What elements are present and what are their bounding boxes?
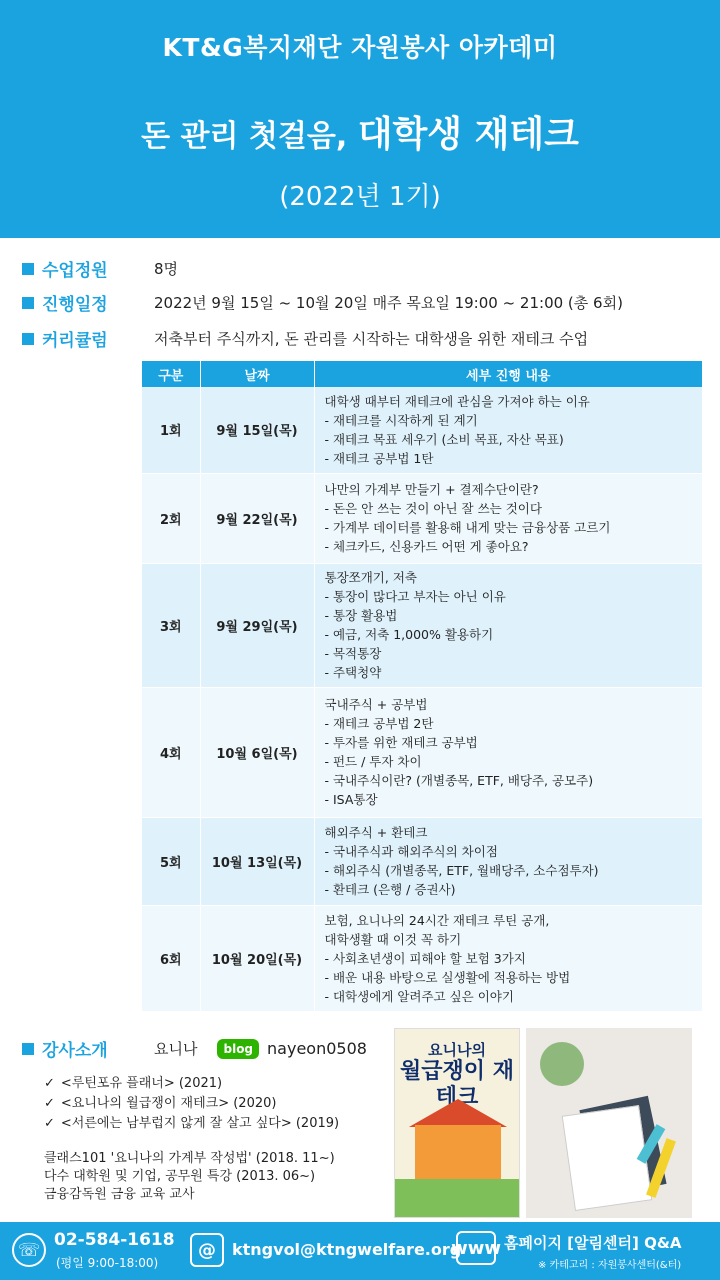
detail-line: 통장쪼개기, 저축 [324, 570, 417, 585]
info-schedule [22, 290, 623, 315]
instructor-label: 강사소개 [42, 1041, 108, 1061]
org-title: KT&G복지재단 자원봉사 아카데미 [162, 33, 558, 62]
detail-line: 국내주식 + 공부법 [324, 697, 428, 712]
detail-line: 해외주식 + 환테크 [324, 825, 428, 840]
course-period: (2022년 1기) [279, 182, 441, 212]
header-cell-detail: 세부 진행 내용 [314, 361, 702, 387]
session-no: 1회 [142, 387, 200, 473]
course-title-part2: 대학생 재테크 [357, 114, 579, 155]
check-icon: ✓ [44, 1096, 55, 1111]
instructor-row [22, 1036, 367, 1061]
detail-line: - 재테크 목표 세우기 (소비 목표, 자산 목표) [324, 431, 564, 447]
detail-line: - 대학생에게 알려주고 싶은 이야기 [324, 988, 514, 1004]
detail-line: - 국내주식과 해외주식의 차이점 [324, 844, 498, 859]
detail-line: - 재테크를 시작하게 된 계기 [324, 412, 478, 428]
book-title: <서른에는 남부럽지 않게 잘 살고 싶다> (2019) [60, 1116, 340, 1131]
list-item: 클래스101 '요니나의 가계부 작성법' (2018. 11~) [44, 1151, 335, 1166]
session-detail [314, 905, 702, 1011]
session-date: 9월 22일(목) [200, 473, 314, 563]
session-no: 4회 [142, 687, 200, 817]
schedule-table [142, 361, 702, 1012]
detail-line: - 사회초년생이 피해야 할 보험 3가지 [324, 950, 526, 966]
detail-line: - 재테크 공부법 1탄 [324, 450, 434, 466]
www-icon: www [456, 1231, 496, 1265]
table-header-row [142, 361, 702, 387]
blog-id[interactable]: nayeon0508 [267, 1039, 367, 1058]
footer-bar [0, 1222, 720, 1280]
ground-shape [395, 1179, 519, 1217]
info-label: 진행일정 [42, 295, 108, 315]
session-detail [314, 387, 702, 473]
session-detail [314, 817, 702, 905]
session-date: 10월 13일(목) [200, 817, 314, 905]
table-row [142, 563, 702, 687]
detail-line: - 환테크 (은행 / 증권사) [324, 882, 456, 897]
phone-number[interactable]: 02-584-1618 [54, 1230, 175, 1250]
detail-line: 보험, 요니나의 24시간 재테크 루틴 공개, [324, 912, 550, 928]
info-value: 저축부터 주식까지, 돈 관리를 시작하는 대학생을 위한 재테크 수업 [154, 330, 589, 348]
check-icon: ✓ [44, 1076, 55, 1091]
book-title: <요니나의 월급쟁이 재테크> (2020) [60, 1096, 277, 1111]
mail-icon: @ [190, 1233, 224, 1267]
header-cell-no: 구분 [142, 361, 200, 387]
info-label: 커리큘럼 [42, 331, 108, 351]
info-curriculum [22, 326, 588, 351]
header-banner [0, 0, 720, 238]
course-title-part1: 돈 관리 첫걸음, [141, 119, 348, 154]
book-list [44, 1074, 339, 1134]
list-item: 금융감독원 금융 교육 교사 [44, 1187, 195, 1202]
detail-line: - ISA통장 [324, 792, 378, 807]
detail-line: - 재테크 공부법 2탄 [324, 716, 434, 731]
instructor-name: 요니나 [154, 1040, 198, 1058]
detail-line: - 통장 활용법 [324, 608, 398, 623]
table-row [142, 817, 702, 905]
session-date: 9월 29일(목) [200, 563, 314, 687]
check-icon: ✓ [44, 1116, 55, 1131]
detail-line: 나만의 가계부 만들기 + 결제수단이란? [324, 482, 539, 497]
session-detail [314, 563, 702, 687]
book-cover-image [394, 1028, 520, 1218]
planner-photo [526, 1028, 692, 1218]
course-title [0, 106, 720, 157]
book-title: <루틴포유 플래너> (2021) [60, 1076, 223, 1091]
homepage-link[interactable]: 홈페이지 [알림센터] Q&A [504, 1234, 682, 1252]
detail-line: 대학생활 때 이것 꼭 하기 [324, 931, 462, 947]
info-label: 수업정원 [42, 261, 108, 281]
table-row [142, 473, 702, 563]
session-detail [314, 473, 702, 563]
book-cover-title1: 요니나의 [428, 1041, 486, 1059]
session-date: 9월 15일(목) [200, 387, 314, 473]
detail-line: - 투자를 위한 재테크 공부법 [324, 735, 478, 750]
detail-line: - 돈은 안 쓰는 것이 아닌 잘 쓰는 것이다 [324, 501, 542, 516]
session-no: 2회 [142, 473, 200, 563]
session-no: 5회 [142, 817, 200, 905]
detail-line: - 예금, 저축 1,000% 활용하기 [324, 627, 494, 642]
detail-line: - 배운 내용 바탕으로 실생활에 적용하는 방법 [324, 969, 571, 985]
detail-line: - 가계부 데이터를 활용해 내게 맞는 금융상품 고르기 [324, 520, 611, 535]
list-item: 다수 대학원 및 기업, 공무원 특강 (2013. 06~) [44, 1169, 316, 1184]
session-no: 3회 [142, 563, 200, 687]
detail-line: - 통장이 많다고 부자는 아닌 이유 [324, 589, 506, 604]
detail-line: - 국내주식이란? (개별종목, ETF, 배당주, 공모주) [324, 773, 594, 788]
session-detail [314, 687, 702, 817]
detail-line: - 해외주식 (개별종목, ETF, 월배당주, 소수점투자) [324, 863, 599, 878]
table-row [142, 905, 702, 1011]
session-date: 10월 20일(목) [200, 905, 314, 1011]
email-link[interactable]: ktngvol@ktngwelfare.org [232, 1240, 462, 1259]
bullet-square-icon [22, 333, 34, 345]
info-value: 8명 [154, 260, 179, 278]
detail-line: - 체크카드, 신용카드 어떤 게 좋아요? [324, 539, 529, 554]
house-shape [415, 1125, 501, 1181]
category-note: ※ 카테고리 : 자원봉사센터(&터) [538, 1260, 682, 1271]
detail-line: - 펀드 / 투자 차이 [324, 754, 422, 769]
blog-icon[interactable]: blog [217, 1039, 259, 1059]
detail-line: - 목적통장 [324, 646, 382, 661]
bullet-square-icon [22, 263, 34, 275]
phone-icon: ☏ [12, 1233, 46, 1267]
list-item [44, 1094, 339, 1114]
book-cover-title2: 월급쟁이 재테크 [400, 1059, 514, 1110]
session-date: 10월 6일(목) [200, 687, 314, 817]
header-cell-date: 날짜 [200, 361, 314, 387]
info-value: 2022년 9월 15일 ~ 10월 20일 매주 목요일 19:00 ~ 21:00 (총 6회) [154, 294, 623, 312]
list-item [44, 1074, 339, 1094]
detail-line: 대학생 때부터 재테크에 관심을 가져야 하는 이유 [324, 393, 590, 409]
info-capacity [22, 256, 178, 281]
phone-hours: (평일 9:00-18:00) [56, 1256, 159, 1270]
house-roof-shape [409, 1099, 507, 1127]
career-list [44, 1150, 335, 1204]
table-row [142, 687, 702, 817]
session-no: 6회 [142, 905, 200, 1011]
plant-shape [540, 1042, 584, 1086]
bullet-square-icon [22, 1043, 34, 1055]
bullet-square-icon [22, 297, 34, 309]
list-item [44, 1114, 339, 1134]
detail-line: - 주택청약 [324, 665, 382, 680]
table-row [142, 387, 702, 473]
